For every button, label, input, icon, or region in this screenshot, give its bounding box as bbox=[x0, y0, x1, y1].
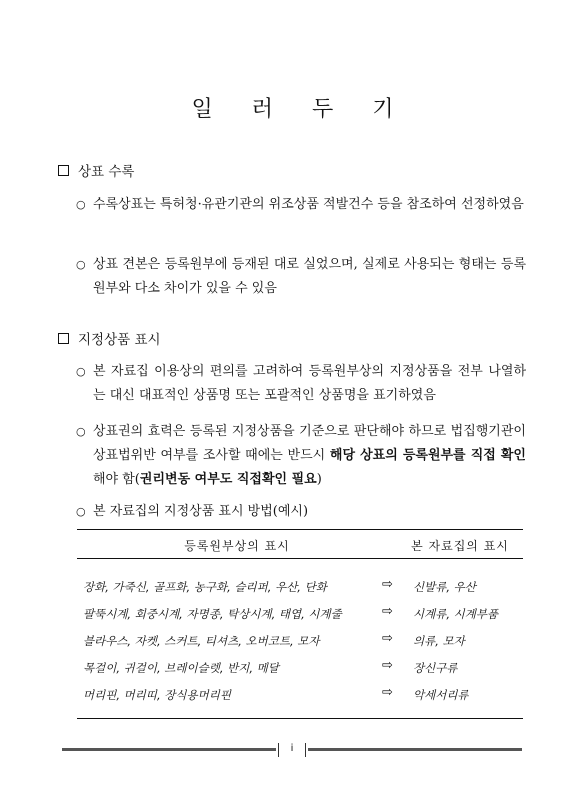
table-cell-display: 장신구류 bbox=[413, 661, 458, 675]
section-heading-trademark-listing bbox=[58, 160, 134, 180]
bullet-text-emphasis: 해당 상표의 등록원부를 직접 확인 bbox=[329, 448, 526, 463]
bullet-text: 상표 견본은 등록원부에 등재된 대로 실었으며, 실제로 사용되는 형태는 등록원부와 다소 차이가 있을 수 있음 bbox=[93, 257, 526, 296]
table-row bbox=[77, 652, 523, 679]
table-row bbox=[77, 598, 523, 625]
table-row bbox=[77, 679, 523, 706]
table-cell-registered: 장화, 가죽신, 골프화, 농구화, 슬리퍼, 우산, 단화 bbox=[83, 580, 327, 594]
table-cell-registered: 머리핀, 머리띠, 장식용머리핀 bbox=[83, 688, 231, 702]
bullet-item bbox=[76, 253, 526, 301]
table-cell-display: 의류, 모자 bbox=[413, 634, 465, 648]
table-cell-registered: 블라우스, 자켓, 스커트, 티셔츠, 오버코트, 모자 bbox=[83, 634, 320, 648]
page-number: i bbox=[290, 743, 294, 754]
footer-tick bbox=[278, 743, 279, 757]
table-cell-display: 신발류, 우산 bbox=[413, 580, 476, 594]
table-header-registered: 등록원부상의 표시 bbox=[184, 539, 290, 553]
section-heading-label: 상표 수록 bbox=[78, 164, 135, 180]
table-bottom-rule bbox=[77, 718, 523, 719]
bullet-item bbox=[76, 500, 526, 524]
table-header-row bbox=[77, 530, 523, 558]
table-row bbox=[77, 625, 523, 652]
footer-rule-left bbox=[62, 748, 276, 751]
section-heading-designated-goods bbox=[58, 328, 161, 348]
bullet-text-post: ) bbox=[316, 472, 322, 487]
table-cell-registered: 팔뚝시계, 회중시계, 자명종, 탁상시계, 태엽, 시계줄 bbox=[83, 607, 342, 621]
example-table bbox=[77, 529, 523, 706]
table-header-this-book: 본 자료집의 표시 bbox=[411, 539, 509, 553]
section-heading-label: 지정상품 표시 bbox=[78, 332, 161, 348]
right-arrow-icon: ⇨ bbox=[382, 658, 393, 673]
right-arrow-icon: ⇨ bbox=[382, 685, 393, 700]
right-arrow-icon: ⇨ bbox=[382, 631, 393, 646]
bullet-item bbox=[76, 420, 526, 492]
bullet-item bbox=[76, 193, 526, 217]
bullet-text-mid: 해야 함( bbox=[93, 472, 140, 487]
circle-bullet-icon: ○ bbox=[76, 425, 86, 438]
circle-bullet-icon: ○ bbox=[76, 258, 86, 271]
circle-bullet-icon: ○ bbox=[76, 198, 86, 211]
square-bullet-icon bbox=[58, 333, 69, 344]
footer-rule-right bbox=[308, 748, 522, 751]
table-row bbox=[77, 571, 523, 598]
bullet-text bbox=[93, 420, 526, 492]
circle-bullet-icon: ○ bbox=[76, 365, 86, 378]
right-arrow-icon: ⇨ bbox=[382, 577, 393, 592]
bullet-text: 본 자료집 이용상의 편의를 고려하여 등록원부상의 지정상품을 전부 나열하는 대신 대표적인 상품명 또는 포괄적인 상품명을 표기하였음 bbox=[93, 364, 526, 403]
table-cell-display: 시계류, 시계부품 bbox=[413, 607, 499, 621]
circle-bullet-icon: ○ bbox=[76, 505, 86, 518]
bullet-item bbox=[76, 360, 526, 408]
table-body bbox=[77, 559, 523, 706]
table-cell-display: 악세서리류 bbox=[413, 688, 469, 702]
page-title: 일 러 두 기 bbox=[191, 97, 410, 122]
bullet-text-pre: 상표권의 효력은 등록된 지정상품을 기준으로 판단해야 하므로 법집행기관이 상표법위반 여부를 조사할 때에는 반드시 bbox=[93, 424, 526, 463]
page-footer bbox=[62, 743, 522, 757]
bullet-text-emphasis: 권리변동 여부도 직접확인 필요 bbox=[139, 472, 317, 487]
right-arrow-icon: ⇨ bbox=[382, 604, 393, 619]
bullet-text: 수록상표는 특허청·유관기관의 위조상품 적발건수 등을 참조하여 선정하였음 bbox=[93, 197, 524, 212]
square-bullet-icon bbox=[58, 165, 69, 176]
bullet-text: 본 자료집의 지정상품 표시 방법(예시) bbox=[93, 504, 309, 519]
table-cell-registered: 목걸이, 귀걸이, 브레이슬렛, 반지, 메달 bbox=[83, 661, 279, 675]
footer-tick bbox=[305, 743, 306, 757]
